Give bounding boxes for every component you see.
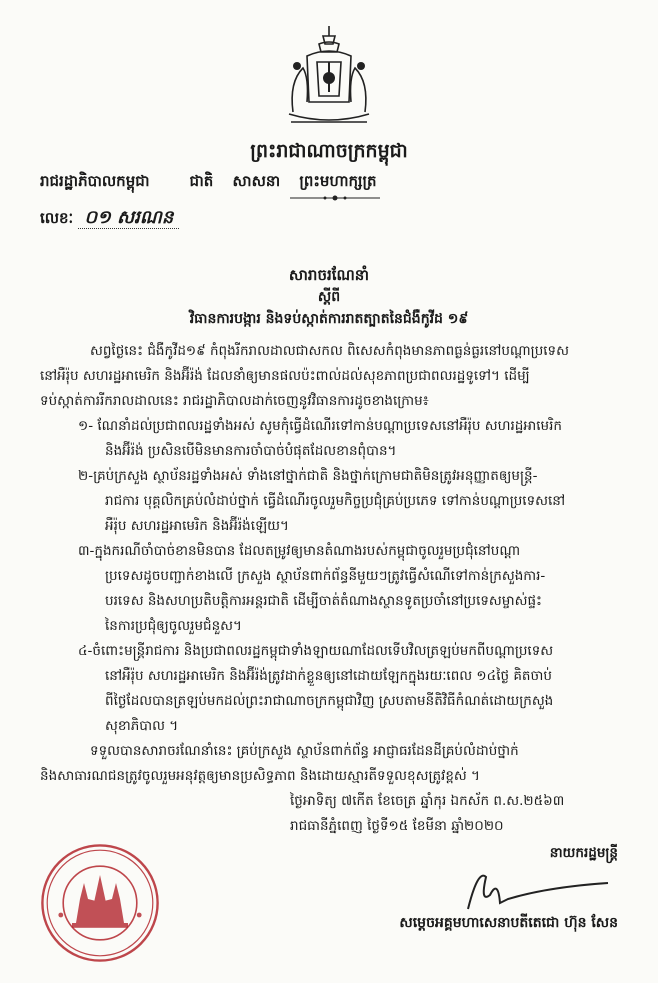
measure-3-line: បរទេស និងសហប្រតិបត្តិការអន្តរជាតិ ដើម្បីចាត់តំណាងស្ថានទូតប្រចាំនៅប្រទេសម្ចាស់ផ្ទះ [105, 593, 542, 609]
measure-4-line: នៅអឺរ៉ុប សហរដ្ឋអាមេរិក និងអ៊ីរ៉ង់ត្រូវដាក់ខ្លួនឲ្យនៅដោយឡែកក្នុងរយៈពេល ១៤ថ្ងៃ គិតចាប់ [105, 668, 552, 684]
reference-number [40, 206, 618, 230]
lunar-date: ថ្ងៃអាទិត្យ ៧កើត ខែចេត្រ ឆ្នាំកុរ ឯកស័ក ព.ស.២៥៦៣ [290, 793, 565, 809]
gregorian-date: រាជធានីភ្នំពេញ ថ្ងៃទី១៥ ខែមីនា ឆ្នាំ២០២០ [290, 818, 504, 834]
measure-4-line: ៤-ចំពោះមន្ត្រីរាជការ និងប្រជាពលរដ្ឋកម្ពុជាទាំងឡាយណាដែលទើបវិលត្រឡប់មកពីបណ្តាប្រទេស [78, 643, 554, 659]
measure-3-line: ៣-ក្នុងករណីចាំបាច់ខានមិនបាន ដែលតម្រូវឲ្យមានតំណាងរបស់កម្ពុជាចូលរួមប្រជុំនៅបណ្តា [78, 543, 521, 559]
intro-line: ទប់ស្កាត់ការរីករាលដាលនេះ រាជរដ្ឋាភិបាលដាក់ចេញនូវវិធានការដូចខាងក្រោម៖ [40, 393, 429, 409]
national-motto: ជាតិ សាសនា ព្រះមហាក្សត្រ [189, 172, 377, 190]
measure-4-line: សុខាភិបាល ។ [105, 718, 179, 734]
reference-handwritten: ០១ សរណន [78, 207, 179, 229]
handwritten-signature [438, 863, 618, 913]
measure-4-line: ពីថ្ងៃដែលបានត្រឡប់មកដល់ព្រះរាជាណាចក្រកម្ពុជាវិញ ស្របតាមនីតិវិធីកំណត់ដោយក្រសួង [105, 693, 554, 709]
intro-line: នៅអឺរ៉ុប សហរដ្ឋអាមេរិក និងអ៊ីរ៉ង់ ដែលនាំឲ្យមានផលប៉ះពាល់ដល់សុខភាពប្រជាពលរដ្ឋទូទៅ។ ដើម្បី [40, 368, 530, 384]
measure-1-line: និងអ៊ីរ៉ង់ ប្រសិនបើមិនមានការចាំបាច់បំផុតដែលខានពុំបាន។ [105, 443, 397, 459]
measure-2-line: រាជការ បុគ្គលិកគ្រប់លំដាប់ថ្នាក់ ធ្វើដំណើរចូលរួមកិច្ចប្រជុំគ្រប់ប្រភេទ ទៅកាន់បណ្តាប្រទេសនៅ [105, 493, 566, 509]
document-body [40, 342, 618, 835]
header-row [40, 170, 618, 192]
closing-line: និងសាធារណជនត្រូវចូលរួមអនុវត្តឲ្យមានប្រសិទ្ធភាព និងដោយស្មារតីទទួលខុសត្រូវខ្ពស់ ។ [40, 768, 480, 784]
signature-block [40, 843, 618, 963]
measure-3-line: ប្រទេសដូចបញ្ជាក់ខាងលើ ក្រសួង ស្ថាប័នពាក់ព័ន្ធនីមួយៗត្រូវធ្វើសំណើទៅកាន់ក្រសួងការ- [105, 568, 546, 584]
document-about: ស្តីពី [317, 289, 341, 305]
closing-line: ទទួលបានសារាចរណែនាំនេះ គ្រប់ក្រសួង ស្ថាប័នពាក់ព័ន្ធ អាជ្ញាធរដែនដីគ្រប់លំដាប់ថ្នាក់ [90, 743, 519, 759]
measure-2-line: អឺរ៉ុប សហរដ្ឋអាមេរិក និងអ៊ីរ៉ង់ឡើយ។ [105, 518, 289, 534]
document-type: សារាចរណែនាំ [288, 266, 370, 284]
royal-coat-of-arms [279, 22, 379, 130]
measure-3-line: នៃការប្រជុំឲ្យចូលរួមជំនួស។ [105, 618, 242, 634]
document-subject: វិធានការបង្ការ និងទប់ស្កាត់ការរាតត្បាតនៃជំងឺកូវីដ ១៩ [189, 311, 469, 327]
signer-column [180, 843, 618, 933]
official-seal [40, 843, 160, 963]
kingdom-heading: ព្រះរាជាណាចក្រកម្ពុជា [250, 140, 408, 162]
ornament-divider [290, 194, 380, 202]
government-name: រាជរដ្ឋាភិបាលកម្ពុជា [40, 172, 150, 190]
document-title-block [40, 264, 618, 330]
signer-title: នាយករដ្ឋមន្ត្រី [549, 845, 618, 861]
measure-1-line: ១- ណែនាំដល់ប្រជាពលរដ្ឋទាំងអស់ សូមកុំធ្វើដំណើរទៅកាន់បណ្តាប្រទេសនៅអឺរ៉ុប សហរដ្ឋអាមេរិក [78, 418, 562, 434]
signer-name: សម្តេចអគ្គមហាសេនាបតីតេជោ ហ៊ុន សែន [399, 915, 618, 931]
intro-line: សព្វថ្ងៃនេះ ជំងឺកូវីដ១៩ កំពុងរីករាលដាលជាសកល ពិសេសកំពុងមានភាពធ្ងន់ធ្ងរនៅបណ្តាប្រទេស [90, 343, 569, 359]
measure-2-line: ២-គ្រប់ក្រសួង ស្ថាប័នរដ្ឋទាំងអស់ ទាំងនៅថ្នាក់ជាតិ និងថ្នាក់ក្រោមជាតិមិនត្រូវអនុញ្ញាតឲ្យមន្ត្រី- [78, 468, 538, 484]
reference-label: លេខៈ [40, 209, 74, 227]
